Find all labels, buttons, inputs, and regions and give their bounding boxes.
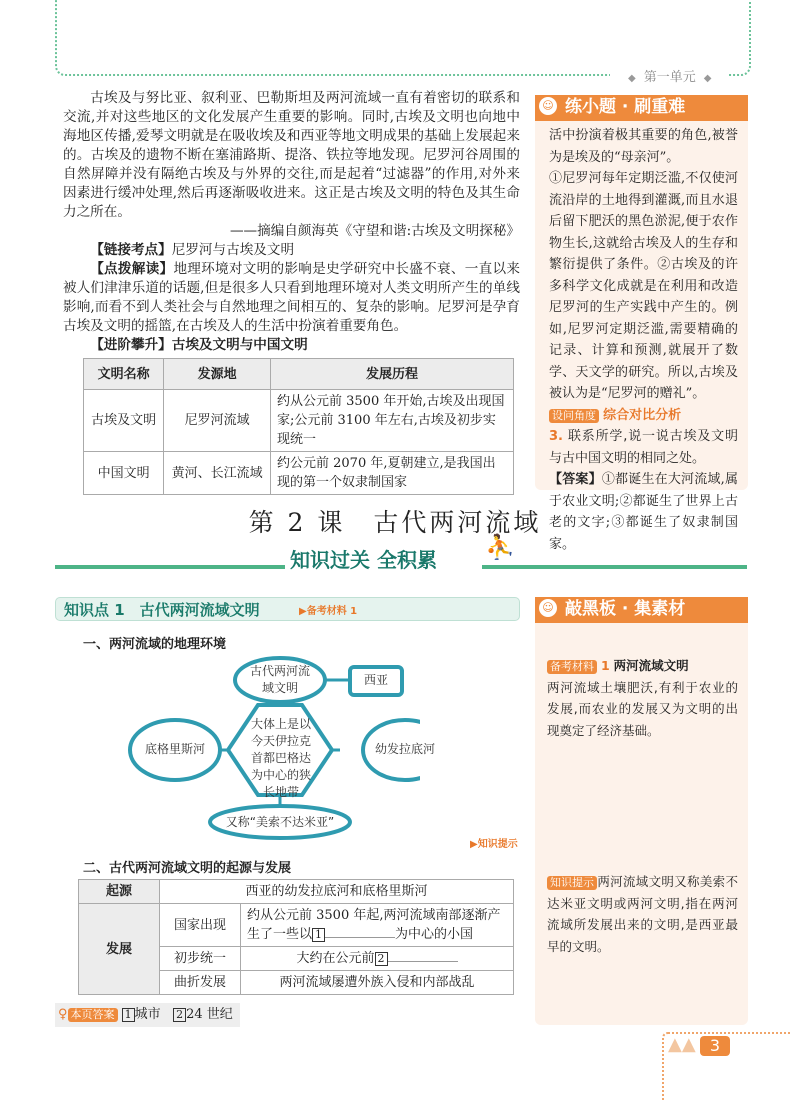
material-heading: 两河流域文明 [613, 658, 689, 673]
practice-text: 活中扮演着极其重要的角色,被誉为是埃及的“母亲河”。 [549, 128, 738, 165]
cell: 国家出现 [160, 904, 241, 947]
page-number: 3 [700, 1036, 730, 1056]
hint-link[interactable]: ▶知识提示 [470, 839, 518, 850]
node-right-label: 幼发拉底河 [374, 742, 435, 756]
cell: 黄河、长江流域 [164, 452, 271, 495]
material-title: 敲黑板 · 集素材 [565, 599, 686, 619]
reading-block [63, 89, 520, 495]
table-row [84, 390, 514, 452]
question-number: 3. [549, 429, 563, 444]
section2-heading: 二、古代两河流域文明的起源与发展 [83, 861, 292, 876]
lesson-title: 第 2 课 古代两河流域 [248, 508, 542, 537]
cell: 古埃及文明 [84, 390, 164, 452]
answers-label: 本页答案 [68, 1008, 118, 1022]
practice-title: 练小题 · 刷重难 [565, 97, 686, 117]
origin-development-table [78, 879, 514, 995]
blank [325, 937, 395, 938]
th: 发展历程 [271, 359, 514, 390]
cell-text: 约从公元前 3500 年起,两河流域南部逐渐产生了一些以 [247, 908, 501, 942]
top-frame [55, 0, 751, 76]
node-center-label: 大体上是以今天伊拉克首都巴格达为中心的狭长地带 [250, 717, 311, 799]
cell: 约从公元前 3500 年开始,古埃及出现国家;公元前 3100 年左右,古埃及初步实现统一 [271, 390, 514, 452]
cell: 尼罗河流域 [164, 390, 271, 452]
material-text: 两河流域土壤肥沃,有利于农业的发展,而农业的发展又为文明的出现奠定了经济基础。 [547, 679, 738, 738]
cell: 曲折发展 [160, 971, 241, 995]
reading-source: ——摘编自颜海英《守望和谐:古埃及文明探秘》 [229, 223, 520, 239]
answer-2: 24 世纪 [186, 1007, 233, 1022]
link-label: 【链接考点】 [90, 242, 172, 258]
cell: 约公元前 2070 年,夏朝建立,是我国出现的第一个奴隶制国家 [271, 452, 514, 495]
node-top-label: 古代两河流域文明 [250, 664, 311, 695]
blank-number: 2 [375, 952, 388, 966]
hint-text: 两河流域文明又称美索不达米亚文明或两河文明,指在两河流域所发展出来的文明,是西亚最早的文明。 [547, 874, 738, 954]
advance-label: 【进阶攀升】 [90, 337, 172, 353]
th: 发源地 [164, 359, 271, 390]
mascot-icon: ☺ [539, 97, 557, 115]
cell: 两河流域屡遭外族入侵和内部战乱 [241, 971, 514, 995]
material-link[interactable]: ▶备考材料 1 [299, 606, 358, 617]
page-answers [55, 1003, 240, 1027]
hint-tag: 知识提示 [547, 876, 597, 890]
advance-text: 古埃及文明与中国文明 [171, 337, 308, 353]
blank-number: 1 [312, 928, 325, 942]
skater-icon: ⛹ [485, 533, 515, 561]
th: 文明名称 [84, 359, 164, 390]
answer-number: 1 [122, 1008, 135, 1022]
mascot-icon: ☺ [539, 599, 557, 617]
table-row [84, 452, 514, 495]
explain-label: 【点拨解读】 [90, 261, 174, 277]
node-region-label: 西亚 [363, 673, 388, 687]
cell-text: 为中心的小国 [395, 927, 474, 942]
cell-text: 大约在公元前 [296, 951, 375, 966]
unit-title: 第一单元 [643, 70, 696, 85]
key-icon: ♀ [58, 1007, 68, 1022]
section-banner: 知识过关 全积累 [290, 548, 437, 572]
cell: 中国文明 [84, 452, 164, 495]
answer-number: 2 [173, 1008, 186, 1022]
cell: 起源 [79, 880, 160, 904]
explain-text: 地理环境对文明的影响是史学研究中长盛不衰、一直以来被人们津津乐道的话题,但是很多人只看到地理环境对人类文明所产生的单线影响,而看不到人类社会与自然地理之间相互的、复杂的影响。尼罗河是孕育古埃及文明的摇篮,在古埃及人的生活中扮演着重要角色。 [63, 261, 521, 334]
knowledge-point-title: 知识点 1 古代两河流域文明 [64, 601, 260, 619]
practice-sidebar [535, 95, 748, 552]
cell: 发展 [79, 904, 160, 995]
node-left-label: 底格里斯河 [144, 742, 205, 756]
section1-heading: 一、两河流域的地理环境 [83, 637, 227, 652]
knowledge-point-bar [55, 597, 520, 621]
answer-label: 【答案】 [549, 472, 602, 487]
reading-paragraph: 古埃及与努比亚、叙利亚、巴勒斯坦及两河流域一直有着密切的联系和交流,并对这些地区的文化发展产生重要的影响。同时,古埃及文明也向地中海地区传播,爱琴文明就是在吸收埃及和西亚等地文明成果的基础上发展起来的。古埃及的遗物不断在塞浦路斯、提洛、铁拉等地发现。尼罗河谷周围的自然屏障并没有隔绝古埃及与外界的交往,而是起着“过滤器”的作用,对外来因素进行缓冲处理,然后再逐渐吸收进来。这正是古埃及文明的特色及其生命力之所在。 [63, 90, 520, 220]
unit-header: ◆ 第一单元 ◆ [610, 66, 729, 85]
cell: 西亚的幼发拉底河和底格里斯河 [160, 880, 514, 904]
material-number: 1 [600, 658, 610, 673]
link-text: 尼罗河与古埃及文明 [171, 242, 295, 258]
material-header [535, 597, 748, 623]
material-tag: 备考材料 [547, 660, 597, 674]
angle-tag: 设问角度 [549, 409, 599, 423]
question-text: 联系所学,说一说古埃及文明与古中国文明的相同之处。 [549, 429, 738, 466]
blank [388, 961, 458, 962]
banner-line-right [482, 565, 747, 569]
practice-header [535, 95, 748, 121]
civilization-comparison-table [83, 358, 514, 495]
answer-text: ①都诞生在大河流域,属于农业文明;②都诞生了世界上古老的文字;③都诞生了奴隶制国家。 [549, 472, 738, 552]
material-sidebar [535, 597, 748, 1025]
banner-line-left [55, 565, 285, 569]
practice-text: ①尼罗河每年定期泛滥,不仅使河流沿岸的土地得到灌溉,而且水退后留下肥沃的黑色淤泥,便于农作物生长,这就给古埃及人的生存和繁衍提供了条件。②古埃及的许多科学文化成就是在利用和改造尼罗河的生产实践中产生的。例如,尼罗河定期泛滥,需要精确的记录、计算和预测,就展开了数学、天文学的研究。所以,古埃及被认为是“尼罗河的赠礼”。 [549, 171, 738, 401]
node-bottom-label: 又称“美索不达米亚” [225, 815, 335, 829]
answer-1: 城市 [134, 1007, 161, 1022]
angle-text: 综合对比分析 [603, 407, 682, 423]
pyramid-icon: ▲▲ [668, 1034, 696, 1055]
cell: 初步统一 [160, 947, 241, 971]
